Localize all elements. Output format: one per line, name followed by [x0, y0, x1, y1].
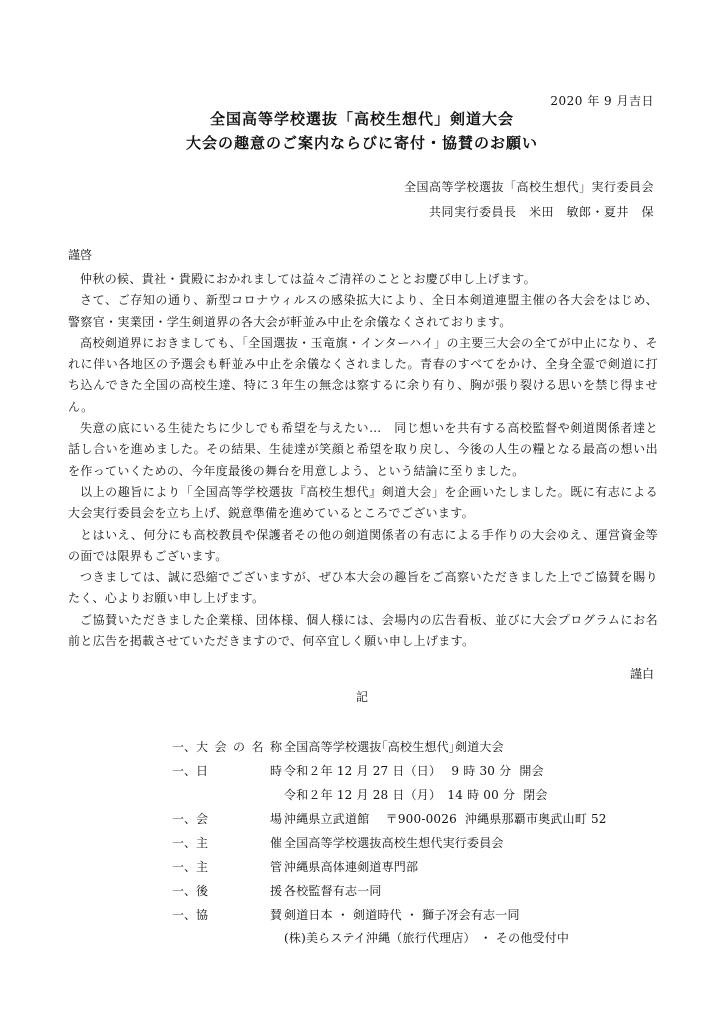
document-subtitle: 大会の趣意のご案内ならびに寄付・協賛のお願い [185, 134, 538, 152]
detail-label: 協 賛 [196, 907, 282, 922]
detail-row-event-name [172, 734, 607, 758]
item-marker: 一、 [172, 859, 197, 874]
detail-row-support [172, 878, 607, 902]
detail-value: 全国高等学校選抜高校生想代実行委員会 [284, 835, 504, 850]
detail-value: 剣道日本 ・ 剣道時代 ・ 獅子冴会有志一同 [284, 907, 520, 922]
item-marker: 一、 [172, 811, 197, 826]
paragraph: 仲秋の候、貴社・貴殿におかれましては益々ご清祥のこととお慶び申し上げます。 [80, 272, 536, 286]
item-marker: 一、 [172, 907, 197, 922]
detail-value: 沖縄県高体連剣道専門部 [284, 859, 419, 874]
issue-date: 2020 年 9 月吉日 [550, 94, 654, 108]
detail-value: 令和２年 12 月 27 日（日） 9 時 30 分 開会 [284, 763, 544, 778]
paragraph: 高校剣道界におきましても、「全国選抜・玉竜旗・インターハイ」の主要三大会の全てが中止になり、それに伴い各地区の予選会も軒並み中止を余儀なくされました。青春のすべてをかけ、全身全霊で剣道に打ち込んできた全国の高校生達、特に３年生の無念は察するに余り有り、胸が張り裂ける思いを禁じ得ません。 [68, 335, 658, 414]
organizer-chairs: 共同実行委員長 米田 敏郎・夏井 保 [428, 205, 654, 219]
details-heading: 記 [355, 690, 368, 704]
item-marker: 一、 [172, 883, 197, 898]
detail-row-management [172, 854, 607, 878]
detail-label: 主 催 [196, 835, 282, 850]
detail-row-date [172, 758, 607, 782]
letter-closing: 謹白 [629, 667, 654, 681]
detail-label: 大 会 の 名 称 [196, 739, 282, 754]
organizer-committee: 全国高等学校選抜「高校生想代」実行委員会 [403, 180, 654, 194]
detail-label: 会 場 [196, 811, 282, 826]
paragraph: ご協賛いただきました企業様、団体様、個人様には、会場内の広告看板、並びに大会プログラムにお名前と広告を掲載させていただきますので、何卒宜しく願い申し上げます。 [68, 612, 658, 649]
detail-value: 令和２年 12 月 28 日（月） 14 時 00 分 閉会 [284, 787, 548, 802]
detail-label: 日 時 [196, 763, 282, 778]
detail-row-venue [172, 806, 607, 830]
paragraph: 失意の底にいる生徒たちに少しでも希望を与えたい… 同じ想いを共有する高校監督や剣道関係者達と話し合いを進めました。その結果、生徒達が笑顔と希望を取り戻し、今後の人生の糧となる最高の想い出を作っていくための、今年度最後の舞台を用意しよう、という結論に至りました。 [68, 421, 658, 478]
document-title: 全国高等学校選抜「高校生想代」剣道大会 [209, 110, 514, 128]
event-details [172, 734, 607, 948]
detail-row-sponsor [172, 902, 607, 926]
detail-row-date-continued [172, 782, 607, 806]
paragraph: つきましては、誠に恐縮でございますが、ぜひ本大会の趣旨をご高察いただきました上でご協賛を賜りたく、心よりお願い申し上げます。 [68, 570, 658, 606]
paragraph: さて、ご存知の通り、新型コロナウィルスの感染拡大により、全日本剣道連盟主催の各大会をはじめ、警察官・実業団・学生剣道界の各大会が軒並み中止を余儀なくされております。 [68, 293, 658, 329]
detail-row-sponsor-continued [172, 926, 607, 948]
paragraph: 以上の趣旨により「全国高等学校選抜『高校生想代』剣道大会」を企画いたしました。既に有志による大会実行委員会を立ち上げ、鋭意準備を進めているところでございます。 [68, 484, 658, 521]
detail-value: 沖縄県立武道館 〒900-0026 沖縄県那覇市奥武山町 52 [284, 811, 607, 826]
detail-value: 全国高等学校選抜｢高校生想代｣剣道大会 [284, 739, 504, 754]
detail-row-host [172, 830, 607, 854]
item-marker: 一、 [172, 763, 197, 778]
letter-body [68, 269, 658, 652]
detail-value: 各校監督有志一同 [284, 883, 382, 898]
detail-value: (株)美らステイ沖縄（旅行代理店） ・ その他受付中 [284, 930, 570, 945]
item-marker: 一、 [172, 835, 197, 850]
letter-opening: 謹啓 [68, 248, 93, 262]
paragraph: とはいえ、何分にも高校教員や保護者その他の剣道関係者の有志による手作りの大会ゆえ、運営資金等の面では限界もございます。 [68, 527, 658, 563]
detail-label: 主 管 [196, 859, 282, 874]
detail-label: 後 援 [196, 883, 282, 898]
item-marker: 一、 [172, 739, 197, 754]
